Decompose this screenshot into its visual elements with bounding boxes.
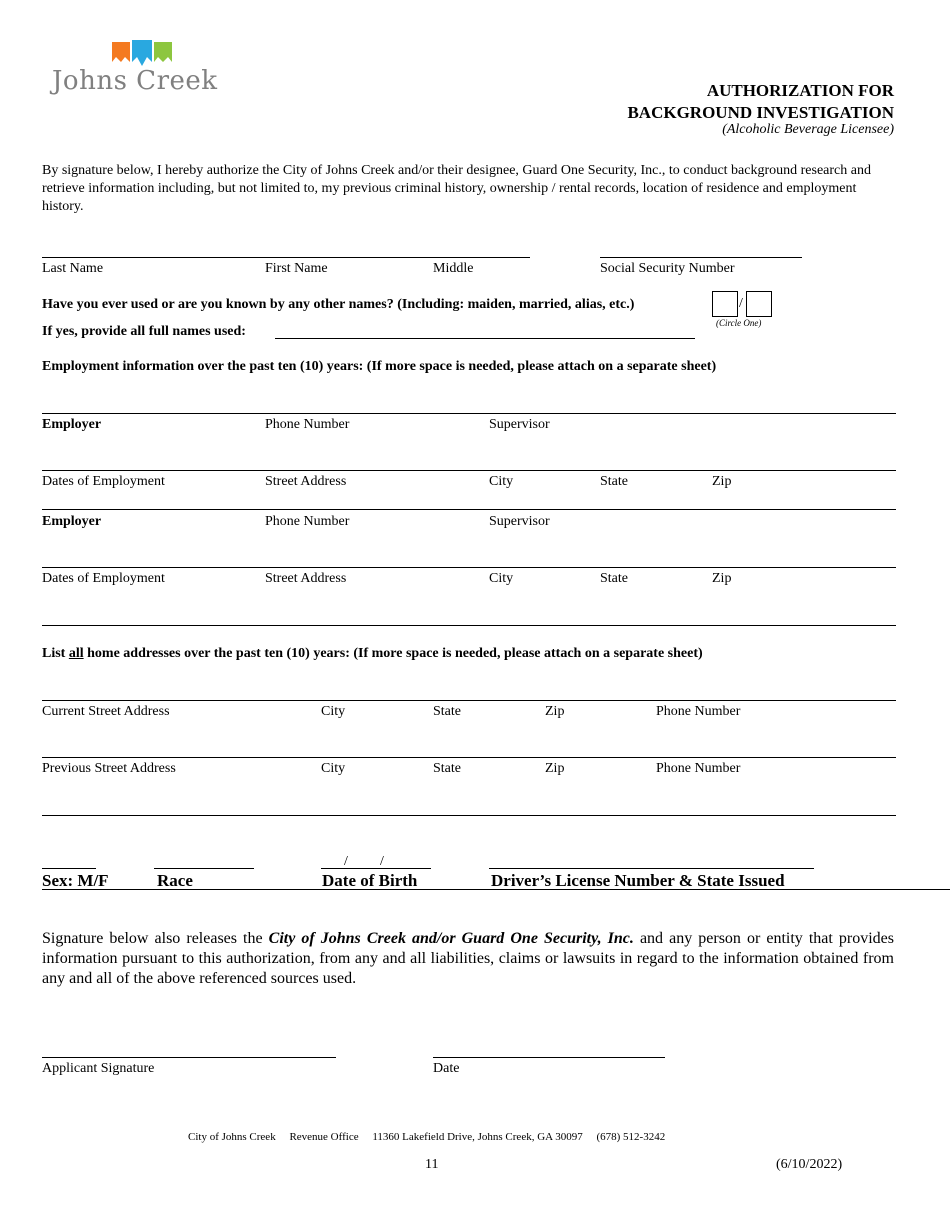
footer-phone: (678) 512-3242: [596, 1131, 666, 1143]
employer-street-label: Street Address: [265, 571, 347, 586]
form-subtitle: (Alcoholic Beverage Licensee): [722, 122, 894, 137]
form-title-line2: BACKGROUND INVESTIGATION: [627, 103, 894, 122]
dob-slash-2: /: [380, 854, 384, 869]
employment-heading: Employment information over the past ten (10) years: (If more space is needed, please attach on a separate sheet): [42, 359, 717, 374]
address-phone-label: Phone Number: [656, 704, 741, 719]
release-entities: City of Johns Creek and/or Guard One Security, Inc.: [268, 930, 634, 947]
race-label: Race: [157, 871, 193, 890]
previous-street-label: Previous Street Address: [42, 761, 176, 776]
employer-city-label: City: [489, 474, 514, 489]
footer-city: City of Johns Creek: [188, 1131, 276, 1143]
employment-2-bottom-line[interactable]: [42, 625, 896, 626]
employment-2-top-line[interactable]: [42, 509, 896, 510]
release-pre: Signature below also releases the: [42, 930, 269, 947]
dob-slash-1: /: [344, 854, 348, 869]
dob-label: Date of Birth: [322, 871, 418, 890]
address-zip-label: Zip: [545, 761, 565, 776]
dob-line[interactable]: [321, 868, 431, 869]
employer-phone-label: Phone Number: [265, 417, 350, 432]
employer-zip-label: Zip: [712, 474, 732, 489]
address-1-line[interactable]: [42, 700, 896, 701]
addresses-heading-all: all: [68, 646, 84, 661]
sex-label: Sex: M/F: [42, 871, 109, 890]
employment-1-mid-line[interactable]: [42, 470, 896, 471]
footer-office: Revenue Office: [289, 1131, 359, 1143]
address-state-label: State: [433, 704, 461, 719]
employer-city-label: City: [489, 571, 514, 586]
form-title: [494, 80, 894, 124]
other-names-slash: /: [739, 296, 743, 311]
dl-line[interactable]: [489, 868, 814, 869]
address-city-label: City: [321, 704, 346, 719]
signature-date-line[interactable]: [433, 1057, 665, 1058]
other-names-question: Have you ever used or are you known by any other names? (Including: maiden, married, alias, etc.): [42, 297, 635, 312]
other-names-yes-box[interactable]: [712, 291, 738, 317]
personal-underline: [42, 889, 950, 890]
revision-date: (6/10/2022): [776, 1157, 843, 1172]
logo-flag-green: [154, 42, 172, 62]
employer-state-label: State: [600, 571, 628, 586]
last-name-label: Last Name: [42, 261, 104, 276]
form-title-line1: AUTHORIZATION FOR: [706, 81, 894, 100]
supervisor-label: Supervisor: [489, 514, 550, 529]
release-post: and any person or entity that provides information pursuant to this authorization, from any and all liabilities, claims or lawsuits in regard to the information obtained from any and all of the above referenced sources used.: [42, 930, 895, 987]
addresses-heading: [42, 646, 703, 662]
address-phone-label: Phone Number: [656, 761, 741, 776]
address-2-line[interactable]: [42, 757, 896, 758]
sex-line[interactable]: [42, 868, 96, 869]
first-name-label: First Name: [265, 261, 328, 276]
ssn-label: Social Security Number: [600, 261, 735, 276]
employer-phone-label: Phone Number: [265, 514, 350, 529]
other-names-line[interactable]: [275, 338, 695, 339]
addresses-heading-post: home addresses over the past ten (10) years: (If more space is needed, please attach on a separate sheet): [83, 646, 703, 661]
employer-label: Employer: [42, 417, 102, 432]
logo-flag-orange: [112, 42, 130, 62]
addresses-heading-pre: List: [42, 646, 69, 661]
employer-label: Employer: [42, 514, 102, 529]
circle-one-hint: (Circle One): [716, 318, 762, 328]
logo-text: Johns Creek: [52, 66, 218, 96]
logo: [40, 38, 250, 100]
address-city-label: City: [321, 761, 346, 776]
footer-contact: [188, 1131, 665, 1143]
logo-flag-blue: [132, 40, 152, 66]
dl-label: Driver’s License Number & State Issued: [491, 871, 785, 890]
name-line[interactable]: [42, 257, 530, 258]
middle-name-label: Middle: [433, 261, 474, 276]
employer-street-label: Street Address: [265, 474, 347, 489]
address-state-label: State: [433, 761, 461, 776]
logo-flags-icon: [112, 40, 176, 68]
release-paragraph: [42, 929, 894, 989]
employment-dates-label: Dates of Employment: [42, 571, 165, 586]
intro-paragraph: By signature below, I hereby authorize the City of Johns Creek and/or their designee, Guard One Security, Inc., to conduct background research and retrieve information including, but not limited to, my previous criminal history, ownership / rental records, location of residence and employment history.: [42, 163, 871, 214]
employer-state-label: State: [600, 474, 628, 489]
address-2-bottom-line[interactable]: [42, 815, 896, 816]
employment-dates-label: Dates of Employment: [42, 474, 165, 489]
race-line[interactable]: [154, 868, 254, 869]
employer-zip-label: Zip: [712, 571, 732, 586]
signature-date-label: Date: [433, 1061, 460, 1076]
current-street-label: Current Street Address: [42, 704, 170, 719]
employment-1-top-line[interactable]: [42, 413, 896, 414]
page-number: 11: [425, 1157, 439, 1172]
supervisor-label: Supervisor: [489, 417, 550, 432]
employment-2-mid-line[interactable]: [42, 567, 896, 568]
applicant-signature-label: Applicant Signature: [42, 1061, 155, 1076]
footer-address: 11360 Lakefield Drive, Johns Creek, GA 30097: [372, 1131, 583, 1143]
other-names-no-box[interactable]: [746, 291, 772, 317]
ssn-line[interactable]: [600, 257, 802, 258]
other-names-followup: If yes, provide all full names used:: [42, 324, 246, 339]
applicant-signature-line[interactable]: [42, 1057, 336, 1058]
address-zip-label: Zip: [545, 704, 565, 719]
